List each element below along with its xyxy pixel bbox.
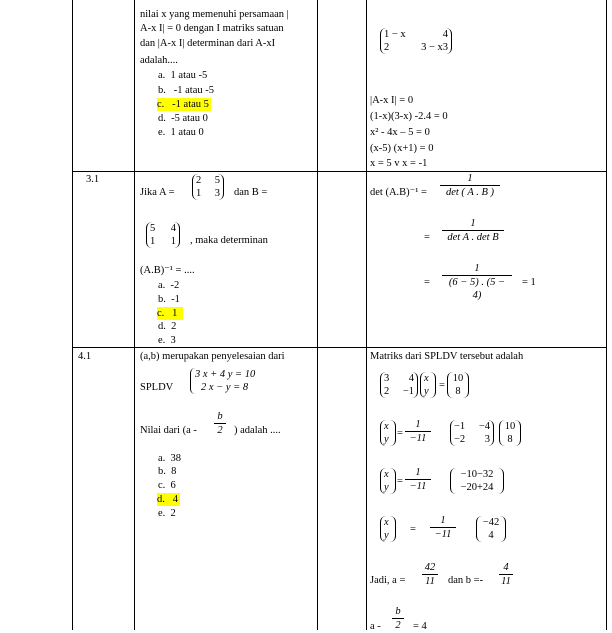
question-text: Jika A = [140, 187, 175, 198]
matrix-step: −10−32 −20+24 [450, 468, 504, 494]
fraction: $\frac{1}{(6 - 5) . (5 - 4)}$ [442, 262, 512, 302]
question-text: ) adalah .... [234, 425, 281, 436]
fraction: $\frac{4}{11}$ [499, 561, 513, 588]
option-b: b. -1 [158, 294, 180, 305]
equals-sign: = [397, 428, 403, 439]
equals-sign: = [410, 524, 416, 535]
vector-rhs: 10 8 [447, 372, 469, 398]
equals-sign: = [424, 232, 430, 243]
vector-xy: x y [380, 516, 396, 542]
option-e: e. 3 [158, 335, 176, 346]
solution-result: = 1 [522, 277, 536, 288]
solution-line: x = 5 v x = -1 [370, 158, 428, 169]
option-c: c. 6 [158, 480, 176, 491]
fraction: $\frac{1}{-11}$ [405, 466, 431, 493]
question-line: adalah.... [140, 55, 178, 66]
fraction: $\frac{b}{2}$ [214, 410, 226, 437]
option-d: d. -5 atau 0 [158, 113, 208, 124]
matrix-a-minus-xi: 1 − x 4 2 3 − x3 [380, 28, 452, 54]
vector-rhs: 10 8 [499, 420, 521, 446]
fraction: 1 det ( A . B ) [440, 172, 500, 199]
option-e: e. 1 atau 0 [158, 127, 204, 138]
equals-sign: = [424, 277, 430, 288]
table-border-left [72, 0, 73, 630]
solution-line: (1-x)(3-x) -2.4 = 0 [370, 111, 448, 122]
matrix-coefficients: 3 4 2 −1 [380, 372, 418, 398]
fraction: 1 det A . det B [442, 217, 504, 244]
conclusion-text: dan b =- [448, 575, 484, 586]
question-number: 4.1 [78, 351, 92, 362]
solution-line: (x-5) (x+1) = 0 [370, 143, 434, 154]
solution-intro: Matriks dari SPLDV tersebut adalah [370, 351, 524, 362]
equals-sign: = [439, 380, 445, 391]
option-a: a. -2 [158, 280, 180, 291]
vector-xy: x y [380, 468, 396, 494]
question-text: Nilai dari (a - [140, 425, 197, 436]
question-text: dan B = [234, 187, 268, 198]
fraction: $\frac{b}{2}$ [392, 605, 404, 632]
option-d-answer: d. 4 [157, 494, 178, 505]
question-text: SPLDV [140, 382, 174, 393]
table-border-right [606, 0, 607, 630]
fraction: $\frac{42}{11}$ [422, 561, 438, 588]
equals-sign: = [397, 476, 403, 487]
option-c-answer: c. 1 [157, 307, 183, 320]
table-border-col2 [134, 0, 135, 630]
fraction: $\frac{1}{-11}$ [405, 418, 431, 445]
question-line: dan |A-x I| determinan dari A-xI [140, 38, 276, 49]
vector-xy: x y [380, 420, 396, 446]
vector-xy: x y [420, 372, 436, 398]
question-line: nilai x yang memenuhi persamaan | [140, 9, 289, 20]
option-a: a. 1 atau -5 [158, 70, 208, 81]
final-expression: a - [370, 621, 381, 632]
final-expression: = 4 [413, 621, 427, 632]
option-a: a. 38 [158, 453, 182, 464]
vector-result: −42 4 [476, 516, 506, 542]
equation-system: 3 x + 4 y = 10 2 x − y = 8 [190, 368, 255, 394]
solution-line: |A-x I| = 0 [370, 95, 414, 106]
table-border-col3 [317, 0, 318, 630]
option-e: e. 2 [158, 508, 176, 519]
question-text: , maka determinan [190, 235, 268, 246]
solution-line: x² - 4x – 5 = 0 [370, 127, 430, 138]
option-c-answer: c. -1 atau 5 [157, 99, 209, 110]
table-row-divider [72, 347, 606, 348]
matrix-b: 5 4 1 1 [146, 222, 180, 248]
question-number: 3.1 [86, 174, 100, 185]
question-text: (a,b) merupakan penyelesaian dari [140, 351, 285, 362]
table-row-divider [72, 171, 606, 172]
matrix-adjoint: −1 −4 −2 3 [450, 420, 494, 446]
solution-label: det (A.B)⁻¹ = [370, 187, 427, 198]
question-line: A-x I| = 0 dengan I matriks satuan [140, 23, 284, 34]
option-b: b. 8 [158, 466, 177, 477]
fraction: $\frac{1}{-11}$ [430, 514, 456, 541]
question-text: (A.B)⁻¹ = .... [140, 265, 195, 276]
option-b: b. -1 atau -5 [158, 85, 214, 96]
table-border-col4 [366, 0, 367, 630]
conclusion-text: Jadi, a = [370, 575, 406, 586]
matrix-a: 2 5 1 3 [192, 174, 224, 200]
option-d: d. 2 [158, 321, 177, 332]
